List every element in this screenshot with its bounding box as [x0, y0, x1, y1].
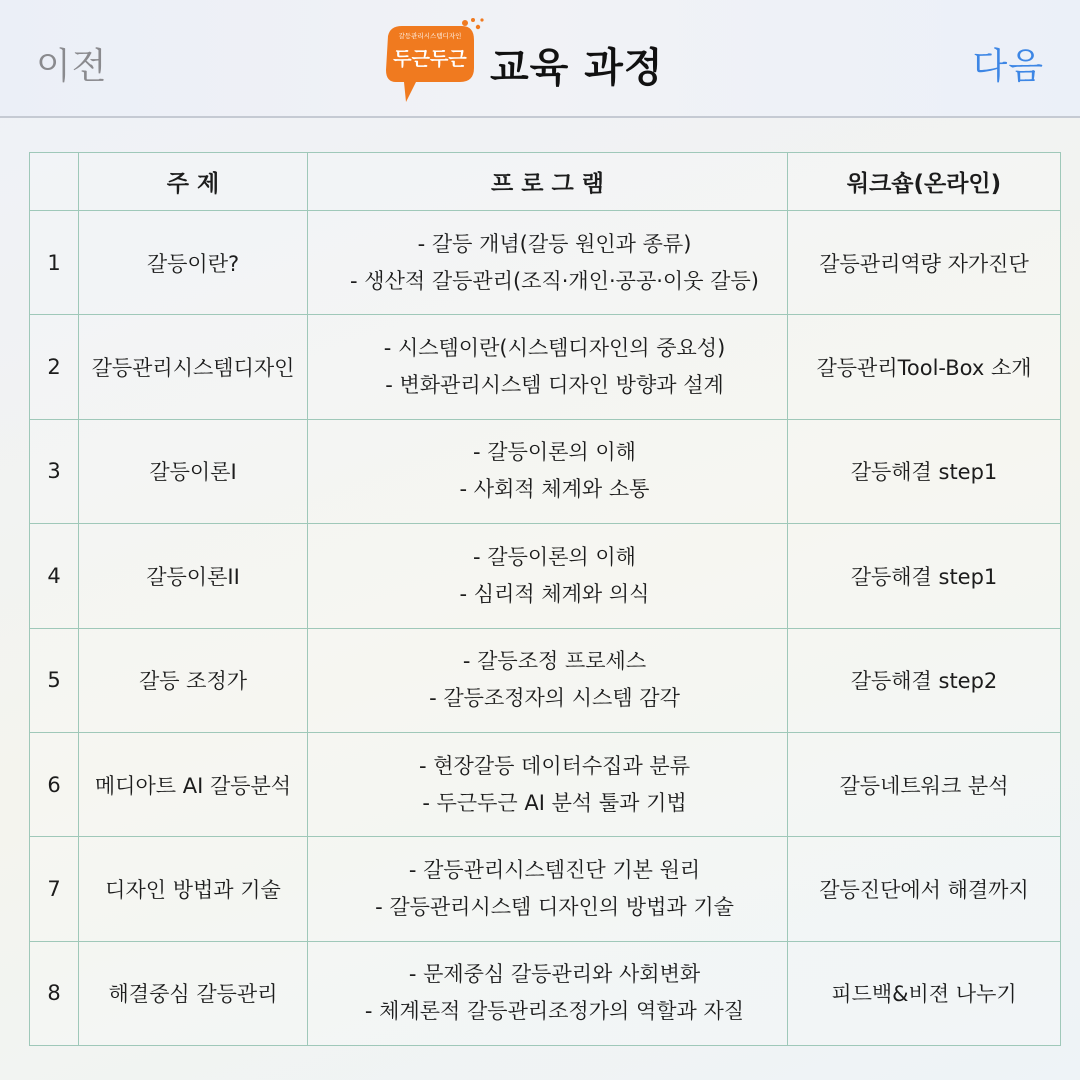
program-line: - 갈등관리시스템진단 기본 원리 [408, 858, 701, 883]
row-topic: 메디아트 AI 갈등분석 [79, 732, 308, 836]
program-line: - 갈등조정자의 시스템 감각 [429, 686, 680, 711]
logo-subtitle: 갈등관리시스템디자인 [398, 32, 462, 40]
header-workshop: 워크숍(온라인) [788, 153, 1061, 211]
curriculum-table [29, 152, 1061, 1046]
row-workshop: 갈등해결 step1 [788, 524, 1061, 628]
row-topic: 해결중심 갈등관리 [79, 941, 308, 1045]
row-topic: 갈등이론II [79, 524, 308, 628]
row-number: 1 [30, 211, 79, 315]
row-program [308, 628, 788, 732]
row-program [308, 211, 788, 315]
row-program [308, 315, 788, 419]
program-line: - 현장갈등 데이터수집과 분류 [418, 753, 691, 778]
row-number: 3 [30, 419, 79, 523]
program-line: - 생산적 갈등관리(조직·개인·공공·이웃 갈등) [350, 268, 759, 293]
row-workshop: 피드백&비젼 나누기 [788, 941, 1061, 1045]
table-row [30, 211, 1061, 315]
program-line: - 갈등관리시스템 디자인의 방법과 기술 [375, 895, 734, 920]
program-line: - 갈등 개념(갈등 원인과 종류) [417, 231, 692, 256]
program-line: - 두근두근 AI 분석 툴과 기법 [422, 790, 687, 815]
row-program [308, 419, 788, 523]
row-workshop: 갈등네트워크 분석 [788, 732, 1061, 836]
table-row [30, 941, 1061, 1045]
header-topic: 주 제 [79, 153, 308, 211]
row-workshop: 갈등해결 step2 [788, 628, 1061, 732]
row-workshop: 갈등관리Tool-Box 소개 [788, 315, 1061, 419]
program-line: - 체계론적 갈등관리조정가의 역할과 자질 [364, 999, 745, 1024]
table-row [30, 524, 1061, 628]
program-line: - 갈등이론의 이해 [473, 544, 636, 569]
logo-wordmark: 두근두근 [393, 48, 467, 70]
row-number: 8 [30, 941, 79, 1045]
row-workshop: 갈등진단에서 해결까지 [788, 837, 1061, 941]
logo [370, 16, 488, 108]
row-program [308, 524, 788, 628]
row-program [308, 732, 788, 836]
table-row [30, 315, 1061, 419]
row-workshop: 갈등해결 step1 [788, 419, 1061, 523]
row-topic: 갈등이론I [79, 419, 308, 523]
row-number: 2 [30, 315, 79, 419]
row-topic: 디자인 방법과 기술 [79, 837, 308, 941]
program-line: - 갈등이론의 이해 [473, 440, 636, 465]
header-program: 프 로 그 램 [308, 153, 788, 211]
row-topic: 갈등 조정가 [79, 628, 308, 732]
header-bar [0, 0, 1080, 118]
program-line: - 사회적 체계와 소통 [459, 477, 650, 502]
row-program [308, 941, 788, 1045]
row-program [308, 837, 788, 941]
table-row [30, 732, 1061, 836]
table-row [30, 419, 1061, 523]
program-line: - 변화관리시스템 디자인 방향과 설계 [385, 373, 724, 398]
header-number [30, 153, 79, 211]
row-number: 7 [30, 837, 79, 941]
row-topic: 갈등관리시스템디자인 [79, 315, 308, 419]
row-number: 4 [30, 524, 79, 628]
table-header-row [30, 153, 1061, 211]
prev-button[interactable]: 이전 [36, 46, 108, 87]
program-line: - 심리적 체계와 의식 [459, 581, 650, 606]
table-row [30, 837, 1061, 941]
row-topic: 갈등이란? [79, 211, 308, 315]
program-line: - 갈등조정 프로세스 [462, 649, 647, 674]
row-workshop: 갈등관리역량 자가진단 [788, 211, 1061, 315]
program-line: - 시스템이란(시스템디자인의 중요성) [383, 336, 726, 361]
next-button[interactable]: 다음 [972, 46, 1044, 87]
table-row [30, 628, 1061, 732]
program-line: - 문제중심 갈등관리와 사회변화 [408, 962, 701, 987]
row-number: 5 [30, 628, 79, 732]
page-title: 교육 과정 [490, 45, 664, 91]
row-number: 6 [30, 732, 79, 836]
